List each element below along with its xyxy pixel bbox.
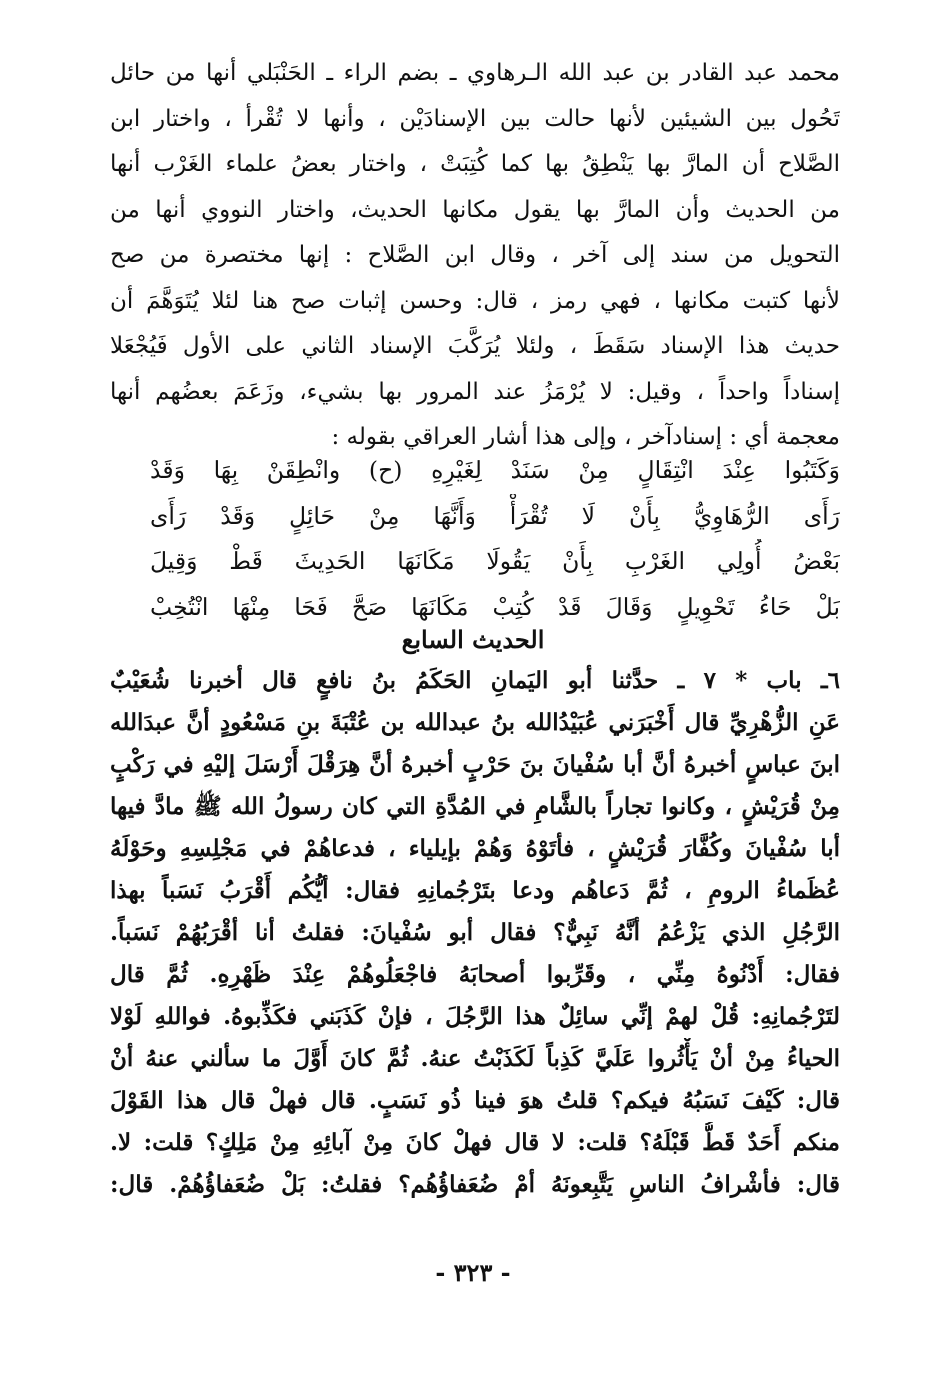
page-number: - ٣٢٣ - [435,1258,511,1287]
hadith-line: عَنِ الزُّهْرِيِّ قال أَخْبَرَني عُبَيْدُالله بنُ عبدالله بن عُتْبَةَ بنِ مَسْعُودٍ أنَّ عبدَالله [110,709,840,736]
commentary-line: معجمة أي : إسنادآخر ، وإلى هذا أشار العراقي بقوله : [331,424,840,450]
poem-verses [150,448,840,630]
commentary-line: التحويل من سند إلى آخر ، وقال ابن الصَّلاح : إنها مختصرة من صح [110,242,840,268]
commentary-line: من الحديث وأن المارَّ بها يقول مكانها الحديث، واختار النووي أنها من [110,196,840,223]
commentary-line: محمد عبد القادر بن عبد الله الـرهاوي ـ بضم الراء ـ الحَنْبَلي أنها من حائل [110,60,840,86]
verse-line: بَعْضُ أُولِي الغَرْبِ بِأَنْ يَقُولَا مَكَانَهَا الحَدِيثَ قَطْ وَقِيلَ [150,547,840,575]
commentary-line: حديث هذا الإسناد سَقَطَ ، ولئلا يُرَكَّبَ الإسناد الثاني على الأول فَيُجْعَلا [110,333,840,359]
hadith-line: ٦ـ باب * ٧ ـ حدَّثنا أبو اليَمانِ الحَكَمُ بنُ نافعٍ قال أخبرنا شُعَيْبٌ [110,667,840,694]
hadith-line: منكم أَحَدٌ قَطُّ قَبْلَهُ؟ قلت: لا قال فهلْ كانَ مِنْ آبائِهِ مِنْ مَلِكٍ؟ قلت: لا. [110,1129,840,1156]
commentary-line: تَحُول بين الشيئين لأنها حالت بين الإسنادَيْن ، وأنها لا تُقْرأ ، واختار ابن [110,105,840,132]
hadith-line: فقال: أَدْنُوهُ مِنِّي ، وقَرِّبوا أصحابَهُ فاجْعَلُوهُمْ عِنْدَ ظَهْرِهِ. ثُمَّ قال [110,961,840,988]
hadith-line: مِنْ قُرَيْشٍ ، وكانوا تجاراً بالشَّامِ في المُدَّةِ التي كان رسولُ الله ﷺ مادَّ فيها [110,793,840,820]
hadith-line: لتَرْجُمانِهِ: قُلْ لهمْ إنِّي سائِلٌ هذا الرَّجُلَ ، فإنْ كَذَبَني فكَذِّبوهُ. فواللهِ لَوْلا [110,1003,840,1030]
hadith-line: ابنَ عباسٍ أخبرهُ أنَّ أبا سُفْيانَ بنَ حَرْبٍ أخبرهُ أنَّ هِرَقْلَ أَرْسَلَ إليْهِ في رَكْبٍ [110,751,840,778]
commentary-line: إسناداً واحداً ، وقيل: لا يُرْمَزُ عند المرور بها بشيء، وزَعَمَ بعضُهم أنها [110,378,840,405]
commentary-text [110,51,840,461]
verse-line: وَكَتَبُوا عِنْدَ انْتِقَالٍ مِنْ سَنَدْ لِغَيْرِهِ (ح) وانْطِقَنْ بِهَا وَقَدْ [150,456,840,484]
hadith-text [110,660,840,1206]
hadith-line: الحياءُ مِنْ أنْ يَأْثُروا عَلَيَّ كَذِباً لَكَذَبْتُ عنهُ. ثُمَّ كانَ أَوَّلَ ما سألني عنهُ أنْ [110,1045,840,1072]
section-heading: الحديث السابع [401,625,545,654]
hadith-line: الرَّجُلِ الذي يَزْعُمُ أنَّهُ نَبِيٌّ؟ فقال أبو سُفْيانَ: فقلتُ أنا أقْرَبُهُمْ نَسَباً. [110,919,840,946]
verse-line: بَلْ حَاءُ تَحْوِيلٍ وَقَالَ قَدْ كُتِبْ مَكَانَهَا صَحَّ فَحَا مِنْهَا انْتُخِبْ [150,592,840,621]
commentary-line: الصَّلاح أن المارَّ بها يَنْطِقُ بها كما كُتِبَتْ ، واختار بعضُ علماء الغَرْب أنها [110,151,840,177]
verse-line: رَأَى الرُّهَاوِيُّ بِأَنْ لَا تُقْرَأْ وَأَنَّهَا مِنْ حَائِلٍ وَقَدْ رَأَى [150,501,840,530]
hadith-line: عُظَماءُ الرومِ ، ثُمَّ دَعاهُم ودعا بتَرْجُمانِهِ فقال: أيُّكُم أَقْرَبُ نَسَباً بهذا [110,877,840,904]
hadith-line: أبا سُفْيانَ وكُفَّارَ قُرَيْشٍ ، فأتَوْهُ وَهُمْ بإيلياء ، فدعاهُمْ في مَجْلِسِهِ وحَوْلَهُ [110,835,840,862]
commentary-line: لأنها كتبت مكانها ، فهي رمز ، قال: وحسن إثبات صح هنا لئلا يُتَوَهَّمَ أن [110,287,840,314]
hadith-line: قال: فأشْرافُ الناسِ يَتَّبِعونَهُ أمْ ضُعَفاؤُهُم؟ فقلتُ: بَلْ ضُعَفاؤُهُمْ. قال: [110,1171,840,1198]
hadith-line: قال: كَيْفَ نَسَبُهُ فيكم؟ قلتُ هوَ فينا ذُو نَسَبٍ. قال فهلْ قال هذا القَوْلَ [110,1087,840,1114]
